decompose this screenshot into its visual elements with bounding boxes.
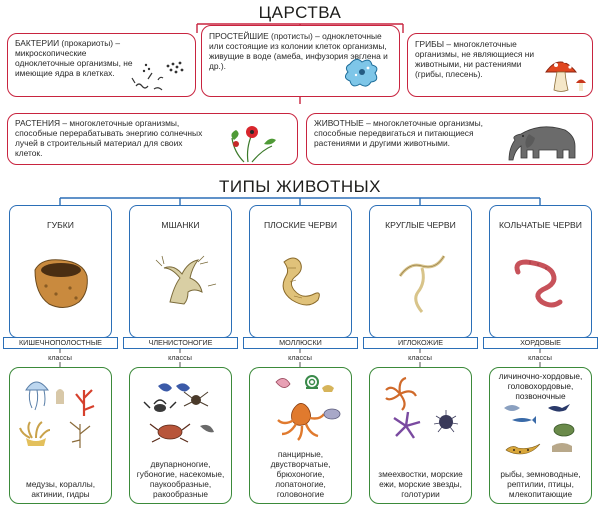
type-name: КОЛЬЧАТЫЕ ЧЕРВИ	[499, 220, 582, 230]
classes-label: классы	[390, 353, 450, 362]
type-name: КРУГЛЫЕ ЧЕРВИ	[385, 220, 456, 230]
classes-text: змеехвостки, морские ежи, морские звезды, голотурии	[378, 469, 463, 499]
bacteria-icon	[8, 34, 197, 98]
classes-card-4	[369, 367, 472, 504]
classes-text: двупарноногие, губоногие, насекомые, паукообразные, ракообразные	[136, 459, 225, 499]
classes-text: медузы, кораллы, актинии, гидры	[25, 479, 96, 499]
plant-icon	[8, 114, 299, 166]
flatworm-icon	[250, 206, 353, 339]
kingdom-bacteria	[7, 33, 196, 97]
kingdom-protists-text: ПРОСТЕЙШИЕ (протисты) – одноклеточные или состоящие из колонии клеток организмы, живущие в воде (амеба, инфузория эвглена и др.).	[209, 31, 388, 71]
classes-label: классы	[510, 353, 570, 362]
type-card-roundworms	[369, 205, 472, 338]
animal-types-title: ТИПЫ ЖИВОТНЫХ	[218, 177, 382, 196]
kingdom-fungi-text: ГРИБЫ – многоклеточные организмы, не являющиеся ни животными, ни растениями (грибы, плесень).	[415, 39, 535, 79]
type-card-bryozoans	[129, 205, 232, 338]
type-name: МШАНКИ	[161, 220, 200, 230]
kingdom-plants	[7, 113, 298, 165]
kingdom-bacteria-text: БАКТЕРИИ (прокариоты) – микроскопические одноклеточные организмы, не имеющие ядра в клетках.	[15, 38, 133, 78]
classes-card-3	[249, 367, 352, 504]
classes-label: классы	[150, 353, 210, 362]
kingdom-protists	[201, 25, 400, 97]
type-name: ГУБКИ	[47, 220, 74, 230]
phylum-label: ХОРДОВЫЕ	[483, 337, 598, 349]
type-card-flatworms	[249, 205, 352, 338]
phylum-label: КИШЕЧНОПОЛОСТНЫЕ	[3, 337, 118, 349]
phylum-label: ЧЛЕНИСТОНОГИЕ	[123, 337, 238, 349]
phylum-label: МОЛЛЮСКИ	[243, 337, 358, 349]
classes-text: рыбы, земноводные, рептилии, птицы, млекопитающие	[500, 469, 581, 499]
classes-top-text: личиночно-хордовые, головохордовые, позвоночные	[498, 371, 583, 401]
classes-card-1	[9, 367, 112, 504]
type-card-sponges	[9, 205, 112, 338]
elephant-icon	[307, 114, 594, 166]
phylum-label: ИГЛОКОЖИЕ	[363, 337, 478, 349]
earthworm-icon	[490, 206, 593, 339]
mushroom-icon	[408, 34, 594, 98]
kingdom-animals-text: ЖИВОТНЫЕ – многоклеточные организмы, способные передвигаться и питающиеся растениями и другими животными.	[314, 118, 483, 148]
classes-card-2	[129, 367, 232, 504]
kingdom-fungi	[407, 33, 593, 97]
classes-card-5	[489, 367, 592, 504]
type-card-annelids	[489, 205, 592, 338]
kingdom-animals	[306, 113, 593, 165]
roundworm-icon	[370, 206, 473, 339]
type-name: ПЛОСКИЕ ЧЕРВИ	[263, 220, 338, 230]
amoeba-icon	[202, 26, 401, 98]
sponge-icon	[10, 206, 113, 339]
kingdoms-title: ЦАРСТВА	[258, 3, 342, 22]
classes-label: классы	[270, 353, 330, 362]
bryozoan-icon	[130, 206, 233, 339]
classes-text: панцирные, двустворчатые, брюхоногие, лопатоногие, головоногие	[270, 449, 331, 499]
classes-label: классы	[30, 353, 90, 362]
kingdom-plants-text: РАСТЕНИЯ – многоклеточные организмы, способные перерабатывать энергию солнечных лучей в строительный материал для своих клеток.	[15, 118, 203, 158]
